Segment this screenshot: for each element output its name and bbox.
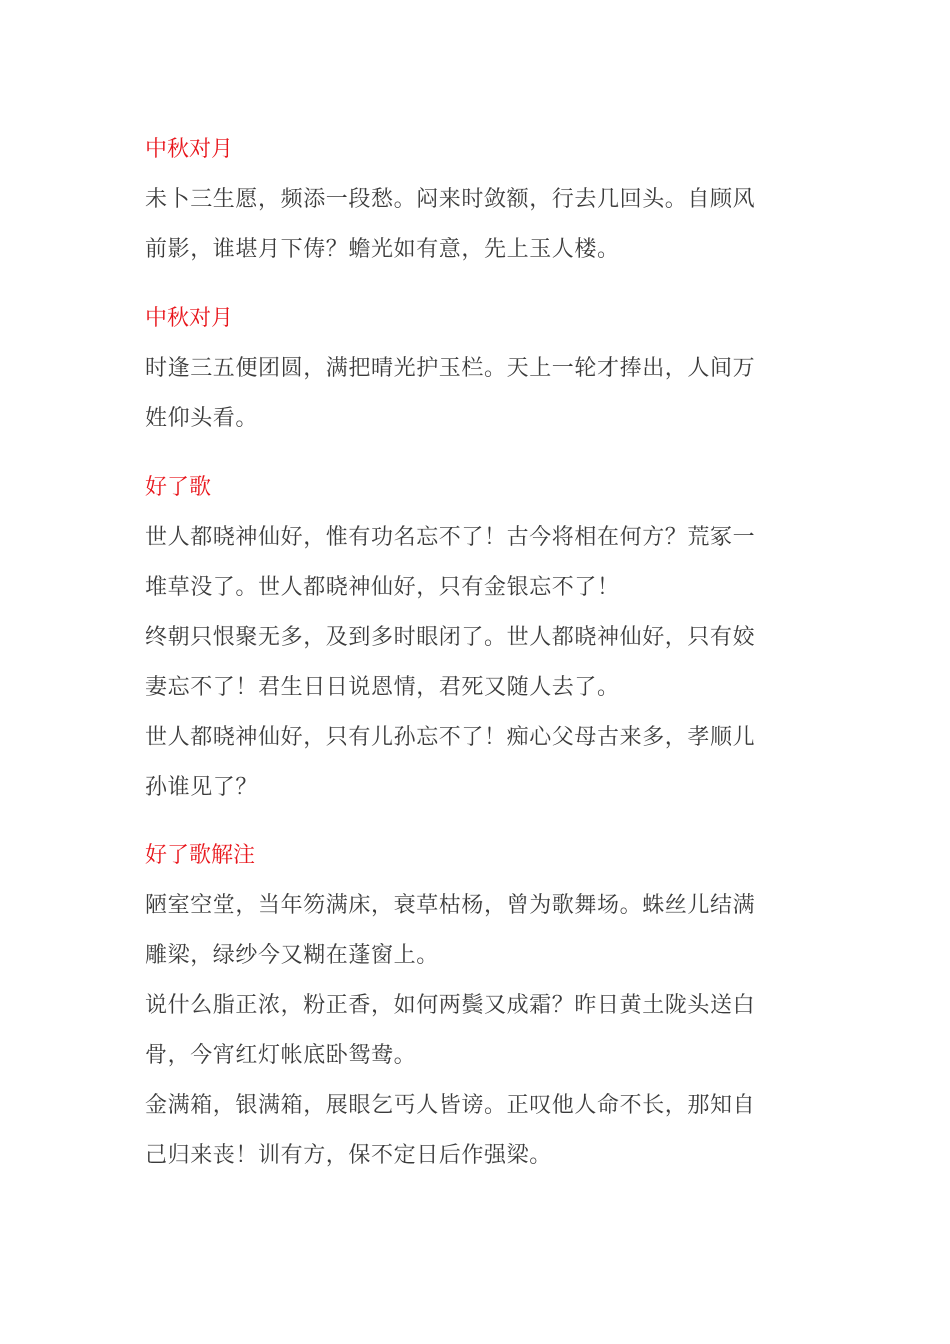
poem-section-haoliao-ge xyxy=(145,471,795,805)
text-line: 金满箱，银满箱，展眼乞丐人皆谤。正叹他人命不长，那知自 xyxy=(145,1093,756,1118)
text-line: 前影，谁堪月下俦？蟾光如有意，先上玉人楼。 xyxy=(145,237,620,262)
text-line: 终朝只恨聚无多，及到多时眼闭了。世人都晓神仙好，只有姣 xyxy=(145,625,756,650)
poem-section-mid-autumn-2 xyxy=(145,302,795,436)
text-line: 时逢三五便团圆，满把晴光护玉栏。天上一轮才捧出，人间万 xyxy=(145,356,756,381)
poem-section-mid-autumn-1 xyxy=(145,133,795,267)
text-line: 世人都晓神仙好，只有儿孙忘不了！痴心父母古来多，孝顺儿 xyxy=(145,725,756,750)
text-line: 妻忘不了！君生日日说恩情，君死又随人去了。 xyxy=(145,675,620,700)
text-line: 说什么脂正浓，粉正香，如何两鬓又成霜？昨日黄土陇头送白 xyxy=(145,993,756,1018)
section-title: 好了歌 xyxy=(145,475,212,500)
section-title: 中秋对月 xyxy=(145,306,234,331)
text-line: 堆草没了。世人都晓神仙好，只有金银忘不了！ xyxy=(145,575,620,600)
poem-section-haoliao-ge-annotation xyxy=(145,839,795,1173)
text-line: 雕梁，绿纱今又糊在蓬窗上。 xyxy=(145,943,439,968)
text-line: 己归来丧！训有方，保不定日后作强梁。 xyxy=(145,1143,552,1168)
text-line: 世人都晓神仙好，惟有功名忘不了！古今将相在何方？荒冢一 xyxy=(145,525,756,550)
section-title: 好了歌解注 xyxy=(145,843,256,868)
text-line: 陋室空堂，当年笏满床，衰草枯杨，曾为歌舞场。蛛丝儿结满 xyxy=(145,893,756,918)
section-title: 中秋对月 xyxy=(145,137,234,162)
text-line: 姓仰头看。 xyxy=(145,406,259,431)
text-line: 未卜三生愿，频添一段愁。闷来时敛额，行去几回头。自顾风 xyxy=(145,187,756,212)
text-line: 孙谁见了？ xyxy=(145,775,259,800)
text-line: 骨，今宵红灯帐底卧鸳鸯。 xyxy=(145,1043,417,1068)
